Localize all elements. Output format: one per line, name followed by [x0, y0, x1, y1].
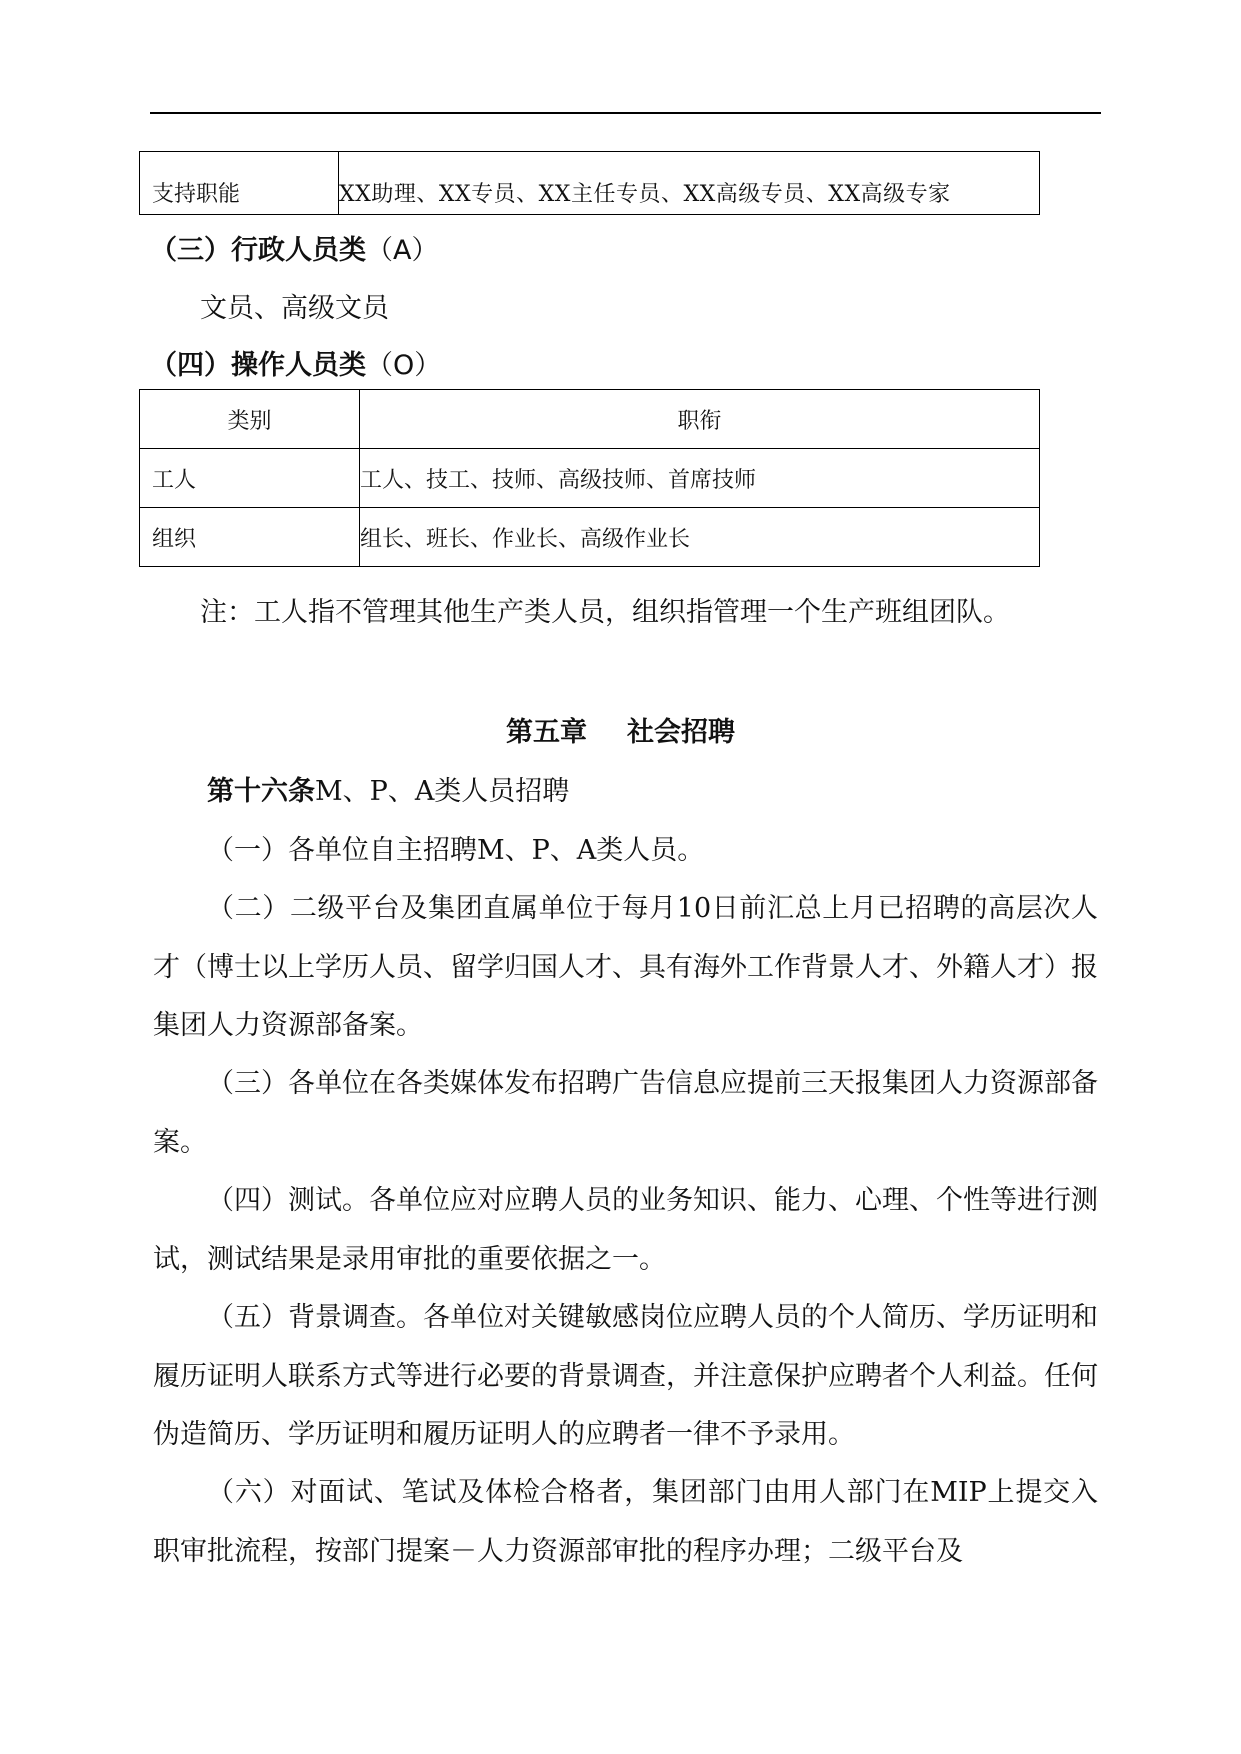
- paragraph: （二）二级平台及集团直属单位于每月10日前汇总上月已招聘的高层次人才（博士以上学历人员、留学归国人才、具有海外工作背景人才、外籍人才）报集团人力资源部备案。: [153, 893, 1098, 1041]
- table-note: 注：工人指不管理其他生产类人员，组织指管理一个生产班组团队。: [200, 597, 1010, 628]
- chapter-number: 第五章: [506, 717, 587, 748]
- section3-heading: [150, 228, 438, 267]
- category-cell: 组织: [140, 508, 360, 567]
- paragraph: （五）背景调查。各单位对关键敏感岗位应聘人员的个人简历、学历证明和履历证明人联系方式等进行必要的背景调查，并注意保护应聘者个人利益。任何伪造简历、学历证明和履历证明人的应聘者一律不予录用。: [153, 1302, 1098, 1450]
- section4-heading: [150, 343, 441, 382]
- header-titles: 职衔: [360, 390, 1040, 449]
- article-number: 第十六条: [207, 776, 315, 807]
- paragraph: （三）各单位在各类媒体发布招聘广告信息应提前三天报集团人力资源部备案。: [153, 1068, 1098, 1158]
- section4-heading-text: （四）操作人员类: [150, 350, 366, 381]
- section4-code: （O）: [366, 350, 442, 381]
- support-function-table: [139, 151, 1040, 215]
- paragraph: （四）测试。各单位应对应聘人员的业务知识、能力、心理、个性等进行测试，测试结果是录用审批的重要依据之一。: [153, 1185, 1098, 1275]
- titles-cell: XX助理、XX专员、XX主任专员、XX高级专员、XX高级专家: [339, 152, 1040, 215]
- header-rule: [150, 112, 1101, 114]
- header-category: 类别: [140, 390, 360, 449]
- paragraph: （六）对面试、笔试及体检合格者，集团部门由用人部门在MIP上提交入职审批流程，按部门提案－人力资源部审批的程序办理；二级平台及: [153, 1477, 1098, 1567]
- section3-code: （A）: [366, 235, 439, 266]
- table-row: [140, 152, 1040, 215]
- paragraph: （一）各单位自主招聘M、P、A类人员。: [207, 835, 705, 866]
- table-row: [140, 449, 1040, 508]
- table-header-row: [140, 390, 1040, 449]
- operations-table: [139, 389, 1040, 567]
- article-heading: [207, 763, 1107, 822]
- chapter-title: 社会招聘: [627, 717, 735, 748]
- category-cell: 工人: [140, 449, 360, 508]
- titles-cell: 工人、技工、技师、高级技师、首席技师: [360, 449, 1040, 508]
- category-cell: 支持职能: [140, 152, 339, 215]
- section3-content: 文员、高级文员: [200, 293, 389, 324]
- chapter-heading: [0, 710, 1241, 749]
- titles-cell: 组长、班长、作业长、高级作业长: [360, 508, 1040, 567]
- table-row: [140, 508, 1040, 567]
- article-subject: M、P、A类人员招聘: [315, 776, 570, 807]
- section3-heading-text: （三）行政人员类: [150, 235, 366, 266]
